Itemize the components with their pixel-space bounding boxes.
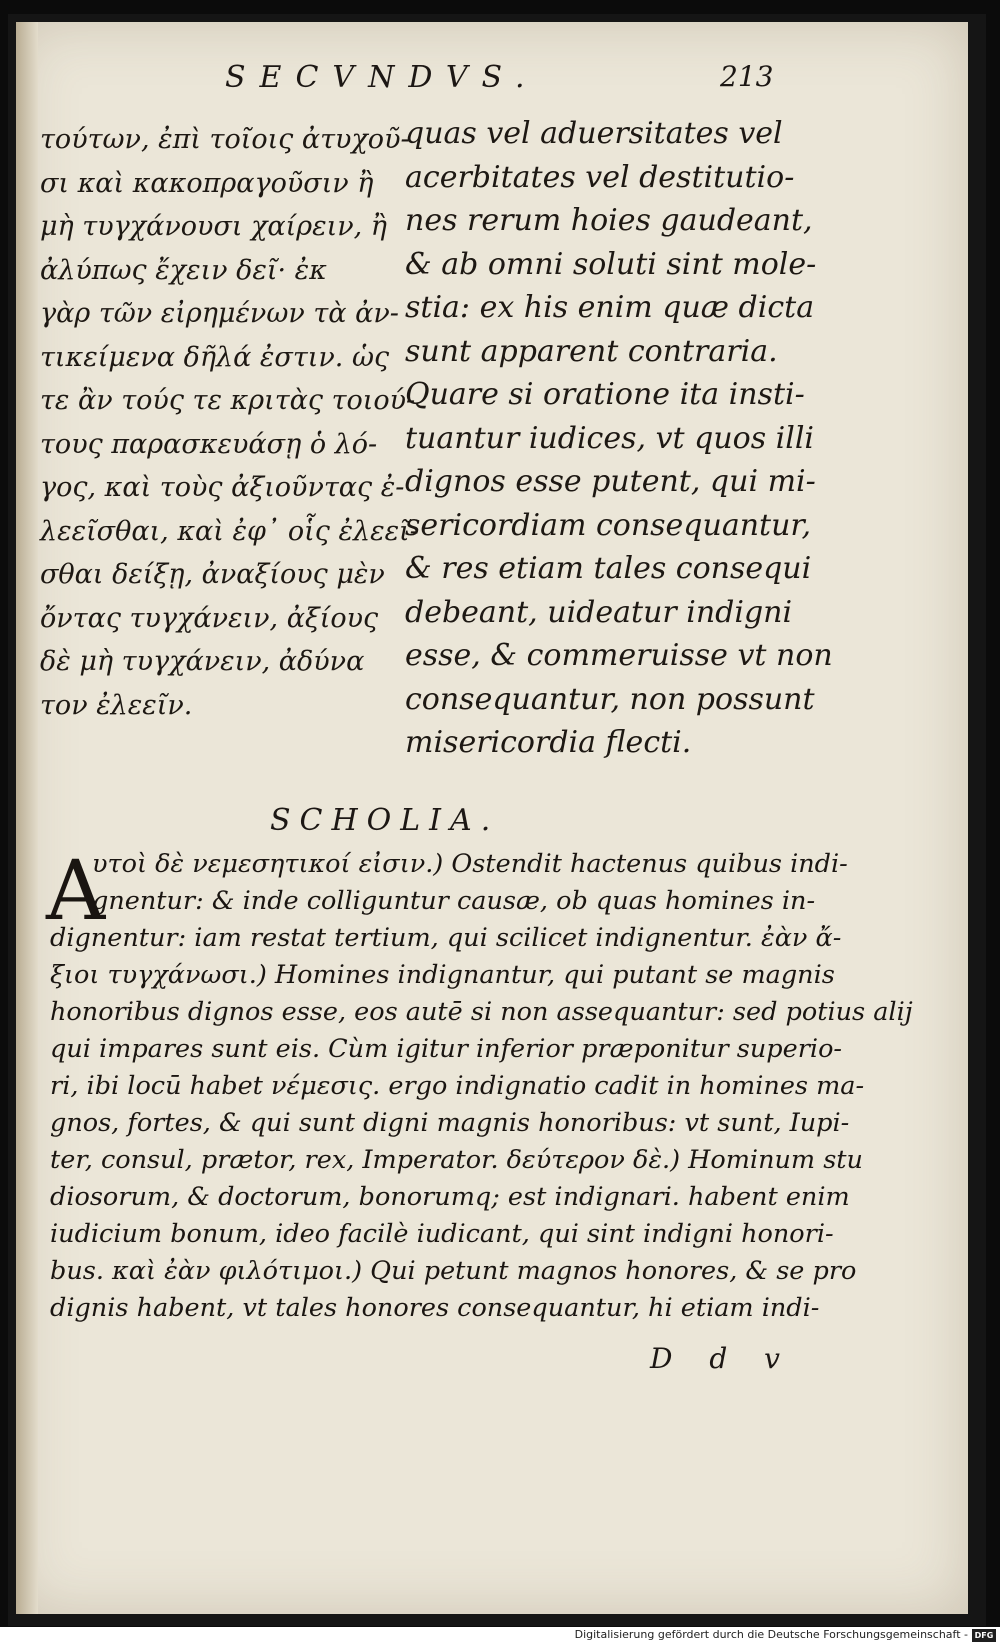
latin-line: esse, & commeruisse vt non — [405, 638, 833, 673]
latin-column — [405, 112, 833, 765]
greek-line: λεεῖσθαι, καὶ ἐφ᾽ οἷς ἐλεεῖ- — [40, 515, 419, 547]
digitization-footer — [0, 1627, 1000, 1645]
running-head: SECVNDVS. — [225, 60, 539, 95]
scholia-line: gnos, fortes, & qui sunt digni magnis honoribus: vt sunt, Iupi- — [50, 1108, 850, 1138]
scholia-line: honoribus dignos esse, eos autē si non assequantur: sed potius alij — [50, 997, 913, 1027]
greek-line: ἀλύπως ἔχειν δεῖ· ἐκ — [40, 254, 327, 286]
greek-line: σι καὶ κακοπραγοῦσιν ἢ — [40, 167, 374, 199]
drop-capital: A — [46, 844, 106, 939]
latin-line: tuantur iudices, vt quos illi — [405, 420, 815, 456]
scholia-line: ter, consul, prætor, rex, Imperator. δεύτερον δὲ.) Hominum stu — [50, 1145, 863, 1175]
scholia-line: diosorum, & doctorum, bonorumq; est indignari. habent enim — [50, 1182, 850, 1212]
latin-line: sericordiam consequantur, — [405, 507, 811, 543]
scholia-line: ξιοι τυγχάνωσι.) Homines indignantur, qui putant se magnis — [50, 960, 835, 990]
latin-line: & ab omni soluti sint mole- — [405, 246, 817, 282]
scholia-line: υτοὶ δὲ νεμεσητικοί εἰσιν.) Ostendit hactenus quibus indi- — [92, 849, 848, 879]
latin-line: nes rerum hoies gaudeant, — [405, 203, 813, 238]
dfg-logo-icon: DFG — [972, 1629, 996, 1642]
latin-line: quas vel aduersitates vel — [405, 116, 783, 151]
scholia-body — [50, 846, 913, 1327]
greek-line: γὰρ τῶν εἰρημένων τὰ ἀν- — [40, 298, 399, 329]
greek-line: τε ἂν τούς τε κριτὰς τοιού- — [40, 385, 416, 416]
page-header — [0, 60, 1000, 110]
greek-line: μὴ τυγχάνουσι χαίρειν, ἢ — [40, 211, 387, 242]
latin-line: & res etiam tales consequi — [405, 551, 812, 586]
latin-line: debeant, uideatur indigni — [405, 594, 793, 630]
greek-column — [40, 118, 419, 727]
latin-line: Quare si oratione ita insti- — [405, 377, 805, 412]
latin-line: sunt apparent contraria. — [405, 333, 778, 369]
latin-line: acerbitates vel destitutio- — [405, 159, 795, 195]
scholia-line: dignentur: iam restat tertium, qui scilicet indignentur. ἐὰν ἄ- — [50, 923, 842, 953]
greek-line: γος, καὶ τοὺς ἀξιοῦντας ἐ- — [40, 472, 405, 503]
scholia-line: bus. καὶ ἐὰν φιλότιμοι.) Qui petunt magnos honores, & se pro — [50, 1256, 857, 1286]
greek-line: τον ἐλεεῖν. — [40, 689, 193, 721]
greek-line: ὄντας τυγχάνειν, ἀξίους — [40, 602, 379, 634]
greek-line: δὲ μὴ τυγχάνειν, ἀδύνα — [40, 646, 365, 677]
scholia-line: gnentur: & inde colliguntur causæ, ob quas homines in- — [92, 886, 816, 916]
scholia-line: ri, ibi locū habet νέμεσις. ergo indignatio cadit in homines ma- — [50, 1071, 865, 1101]
latin-line: misericordia flecti. — [405, 725, 692, 760]
greek-line: σθαι δείξῃ, ἀναξίους μὲν — [40, 559, 385, 590]
scholia-line: dignis habent, vt tales honores consequantur, hi etiam indi- — [50, 1293, 820, 1323]
funding-credit: Digitalisierung gefördert durch die Deutsche Forschungsgemeinschaft - — [574, 1628, 968, 1641]
page-gutter — [16, 22, 38, 1614]
scholia-heading: SCHOLIA. — [270, 803, 500, 838]
greek-line: τούτων, ἐπὶ τοῖοις ἀτυχοῦ- — [40, 124, 410, 155]
scholia-line: iudicium bonum, ideo facilè iudicant, qui sint indigni honori- — [50, 1219, 834, 1249]
latin-line: dignos esse putent, qui mi- — [405, 464, 816, 499]
latin-line: consequantur, non possunt — [405, 681, 815, 717]
latin-line: stia: ex his enim quæ dicta — [405, 290, 815, 325]
signature-mark: D d v — [650, 1342, 794, 1375]
scholia-line: qui impares sunt eis. Cùm igitur inferior præponitur superio- — [50, 1034, 843, 1064]
page-number: 213 — [720, 60, 774, 93]
greek-line: τικείμενα δῆλά ἐστιν. ὡς — [40, 341, 390, 373]
greek-line: τους παρασκευάσῃ ὁ λό- — [40, 428, 378, 460]
